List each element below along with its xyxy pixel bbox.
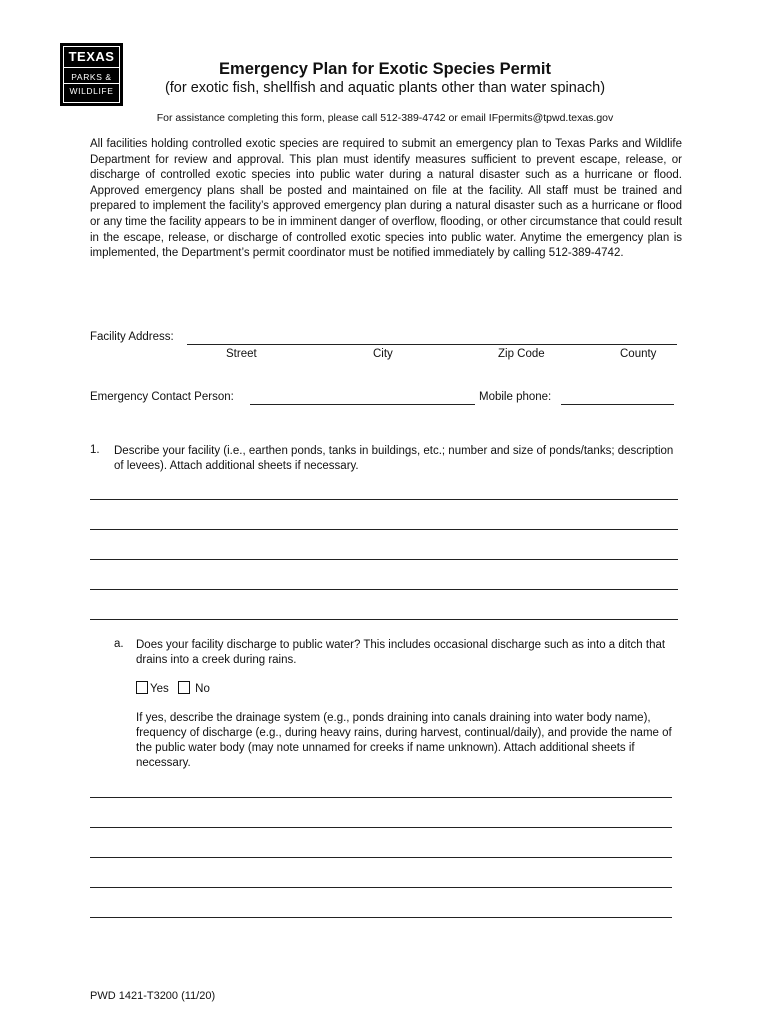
- page-subtitle: (for exotic fish, shellfish and aquatic plants other than water spinach): [164, 80, 606, 96]
- zip-caption: Zip Code: [498, 348, 545, 360]
- facility-address-label: Facility Address:: [90, 331, 174, 343]
- no-checkbox[interactable]: [178, 681, 190, 694]
- answer-a-line[interactable]: [90, 827, 672, 828]
- assistance-note: For assistance completing this form, please call 512-389-4742 or email IFpermits@tpwd.texas.gov: [156, 112, 614, 124]
- form-number: PWD 1421-T3200 (11/20): [90, 990, 216, 1002]
- logo-line-texas: TEXAS: [68, 49, 115, 64]
- question-1-number: 1.: [90, 444, 100, 456]
- answer-1-line[interactable]: [90, 499, 678, 500]
- tpwd-logo: [60, 43, 123, 106]
- intro-paragraph: All facilities holding controlled exotic species are required to submit an emergency plan to Texas Parks and Wildlife Department for review and approval. This plan must identify measures sufficient to prevent escape, release, or discharge of controlled exotic species into public water during a natural disaster such as a hurricane or flood. Approved emergency plans shall be posted and maintained on file at the facility. All staff must be trained and prepared to implement the facility’s approved emergency plan during a natural disaster such as a hurricane or flood or any time the facility appears to be in imminent danger of overflow, flooding, or other circumstance that could result in the escape, release, or discharge of controlled exotic species into public water. Anytime the emergency plan is implemented, the Department’s permit coordinator must be notified immediately by calling 512-389-4742.: [90, 138, 682, 260]
- question-a-letter: a.: [114, 638, 124, 650]
- yes-label: Yes: [150, 683, 169, 695]
- county-caption: County: [620, 348, 657, 360]
- emergency-contact-label: Emergency Contact Person:: [90, 391, 234, 403]
- answer-1-line[interactable]: [90, 529, 678, 530]
- city-caption: City: [373, 348, 393, 360]
- no-label: No: [195, 683, 210, 695]
- facility-address-field[interactable]: [187, 344, 677, 345]
- logo-line-parks: PARKS &: [71, 72, 112, 82]
- page-title: Emergency Plan for Exotic Species Permit: [219, 60, 551, 78]
- question-a-followup: If yes, describe the drainage system (e.g., ponds draining into canals draining into water body name), frequency of discharge (e.g., during heavy rains, during harvest, continual/daily), and provide the name of the public water body (may note unnamed for creeks if name unknown). Attach additional sheets if necessary.: [136, 712, 672, 769]
- answer-1-line[interactable]: [90, 589, 678, 590]
- street-caption: Street: [226, 348, 257, 360]
- answer-a-line[interactable]: [90, 917, 672, 918]
- answer-a-line[interactable]: [90, 887, 672, 888]
- answer-1-line[interactable]: [90, 619, 678, 620]
- answer-1-line[interactable]: [90, 559, 678, 560]
- question-1-text: Describe your facility (i.e., earthen ponds, tanks in buildings, etc.; number and size of ponds/tanks; description of levees). Attach additional sheets if necessary.: [114, 445, 674, 472]
- answer-a-line[interactable]: [90, 857, 672, 858]
- yes-checkbox[interactable]: [136, 681, 148, 694]
- mobile-phone-field[interactable]: [561, 404, 674, 405]
- emergency-contact-field[interactable]: [250, 404, 475, 405]
- logo-line-wildlife: WILDLIFE: [69, 86, 114, 96]
- mobile-phone-label: Mobile phone:: [479, 391, 552, 403]
- question-a-text: Does your facility discharge to public water? This includes occasional discharge such as into a ditch that drains into a creek during rains.: [136, 639, 666, 666]
- answer-a-line[interactable]: [90, 797, 672, 798]
- discharge-options: [136, 681, 210, 695]
